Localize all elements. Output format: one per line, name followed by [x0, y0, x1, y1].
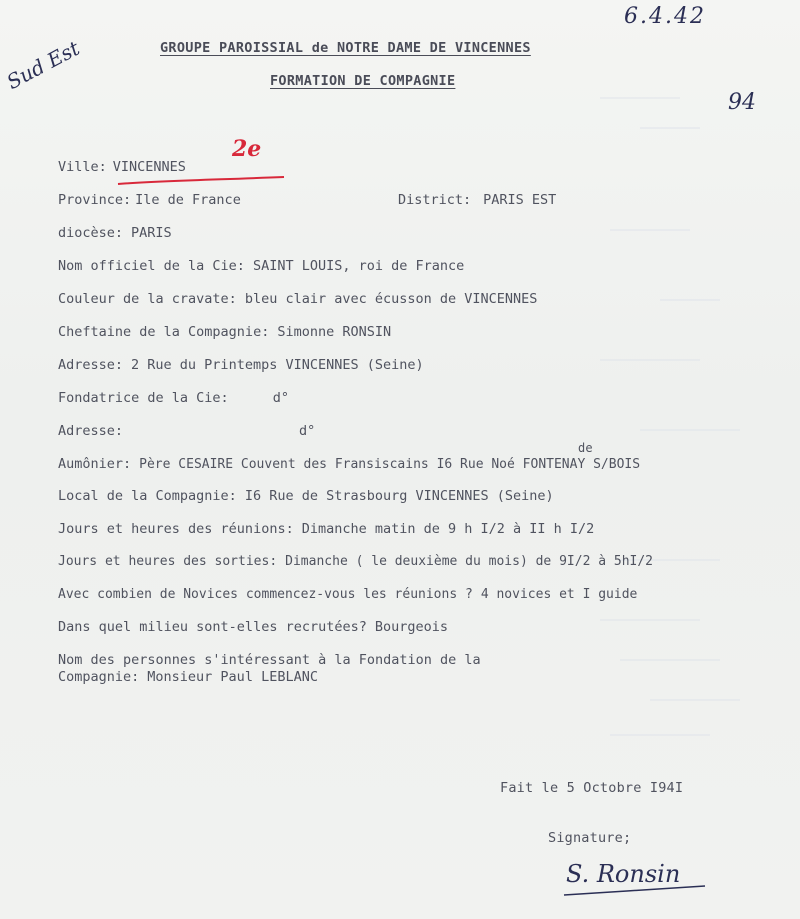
adresse-label: Adresse:	[58, 357, 124, 373]
field-personnes-line1	[58, 649, 481, 668]
novices-label: Avec combien de Novices commencez-vous les réunions ?	[58, 587, 473, 602]
adresse-fondatrice-value: d°	[299, 423, 316, 439]
cheftaine-label: Cheftaine de la Compagnie:	[58, 324, 270, 340]
field-ville	[58, 156, 186, 175]
district-value: PARIS EST	[483, 192, 557, 208]
field-fondatrice	[58, 387, 289, 406]
field-reunions	[58, 518, 595, 537]
aumonier-label: Aumônier:	[58, 456, 132, 472]
field-local	[58, 485, 554, 504]
fait-le-date: Fait le 5 Octobre I94I	[500, 780, 684, 796]
novices-value: 4 novices et I guide	[480, 587, 638, 602]
document-title: GROUPE PAROISSIAL de NOTRE DAME DE VINCENNES	[160, 40, 531, 56]
field-nom-officiel	[58, 255, 465, 274]
handwritten-signature: S. Ronsin	[566, 860, 681, 888]
local-label: Local de la Compagnie:	[58, 488, 237, 504]
personnes-label-line1: Nom des personnes s'intéressant à la Fondation de la	[58, 652, 481, 668]
personnes-label-line2: Compagnie:	[58, 669, 140, 685]
nom-officiel-value: SAINT LOUIS, roi de France	[252, 258, 465, 274]
adresse-fondatrice-label: Adresse:	[58, 423, 124, 439]
adresse-value: 2 Rue du Printemps VINCENNES (Seine)	[131, 357, 424, 373]
field-province	[58, 189, 241, 208]
signature-label: Signature;	[548, 830, 632, 846]
province-label: Province:	[58, 192, 132, 208]
diocese-value: PARIS	[131, 225, 172, 241]
district-label: District:	[398, 192, 472, 208]
milieu-label: Dans quel milieu sont-elles recrutées?	[58, 619, 367, 635]
ville-label: Ville:	[58, 159, 107, 175]
sorties-value: Dimanche ( le deuxième du mois) de 9I/2 à 5hI/2	[285, 554, 654, 569]
fondatrice-label: Fondatrice de la Cie:	[58, 390, 229, 406]
field-couleur	[58, 288, 538, 307]
red-grade-mark: 2e	[232, 136, 262, 162]
field-milieu	[58, 616, 449, 635]
field-district	[398, 189, 557, 208]
ville-value: VINCENNES	[112, 159, 186, 175]
page-number-annotation: 94	[728, 90, 756, 115]
field-cheftaine	[58, 321, 392, 340]
cheftaine-value: Simonne RONSIN	[277, 324, 392, 340]
side-note-annotation: Sud Est	[2, 35, 84, 94]
province-value: Ile de France	[135, 192, 241, 208]
field-novices	[58, 583, 638, 602]
field-sorties	[58, 550, 654, 569]
couleur-value: bleu clair avec écusson de VINCENNES	[244, 291, 538, 307]
reunions-label: Jours et heures des réunions:	[58, 521, 294, 537]
field-adresse-cheftaine	[58, 354, 424, 373]
milieu-value: Bourgeois	[374, 619, 449, 635]
couleur-label: Couleur de la cravate:	[58, 291, 237, 307]
personnes-value: Monsieur Paul LEBLANC	[147, 669, 318, 685]
date-annotation: 6.4.42	[624, 4, 706, 29]
aumonier-insert: de	[578, 441, 593, 455]
reunions-value: Dimanche matin de 9 h I/2 à II h I/2	[301, 521, 595, 537]
field-adresse-fondatrice	[58, 420, 316, 439]
local-value: I6 Rue de Strasbourg VINCENNES (Seine)	[244, 488, 554, 504]
field-aumonier	[58, 453, 641, 472]
document-subtitle: FORMATION DE COMPAGNIE	[270, 73, 456, 89]
red-underline-mark	[116, 174, 288, 188]
field-diocese	[58, 222, 172, 241]
diocese-label: diocèse:	[58, 225, 124, 241]
field-personnes-line2	[58, 666, 318, 685]
signature-underline	[560, 884, 710, 898]
fondatrice-value: d°	[272, 390, 289, 406]
nom-officiel-label: Nom officiel de la Cie:	[58, 258, 245, 274]
sorties-label: Jours et heures des sorties:	[58, 554, 278, 569]
aumonier-value: Père CESAIRE Couvent des Fransiscains I6 Rue Noé FONTENAY S/BOIS	[139, 457, 641, 472]
